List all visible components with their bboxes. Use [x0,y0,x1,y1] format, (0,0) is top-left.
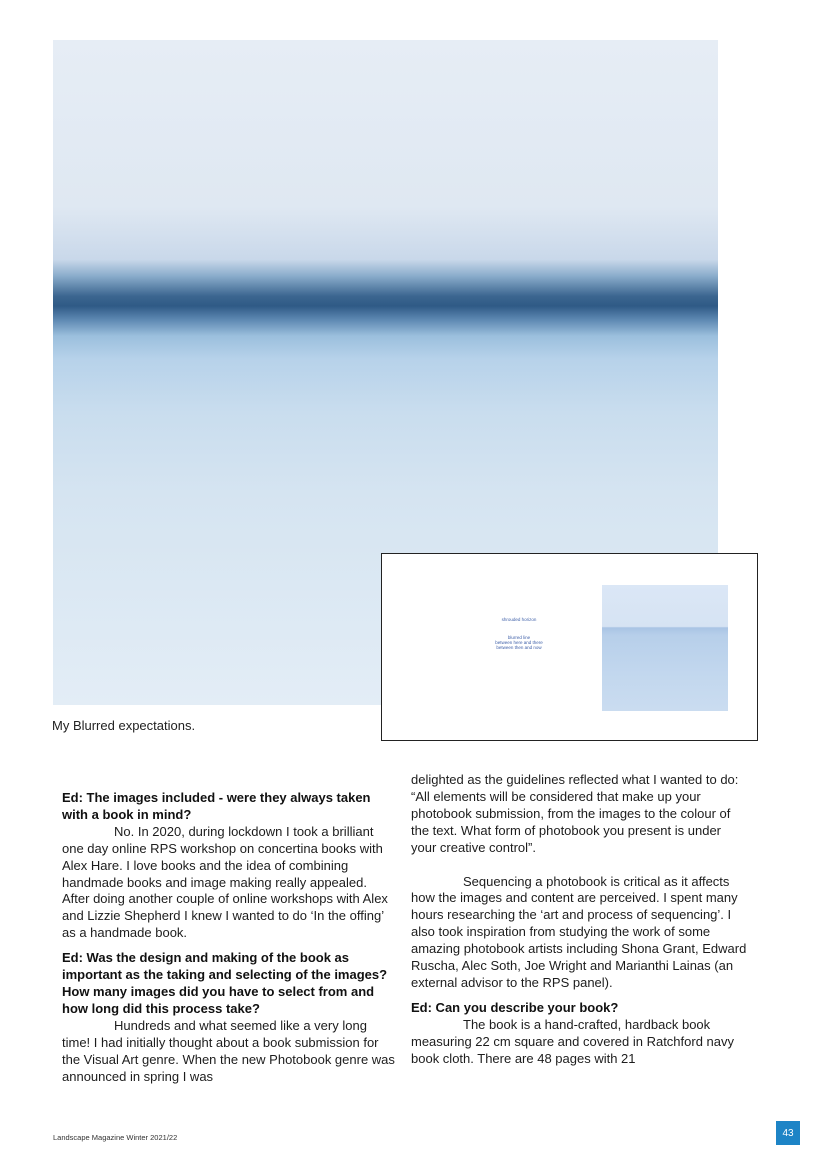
interview-question: Ed: The images included - were they always taken with a book in mind? [62,790,371,822]
interview-answer: Hundreds and what seemed like a very long time! I had initially thought about a book submission for the Visual Art genre. When the new Photobook genre was announced in spring I was [62,1017,395,1084]
spread-poem [482,617,556,650]
interview-question: Ed: Was the design and making of the book as important as the taking and selecting of the images? How many images did you have to select from and how long did this process take? [62,950,388,1016]
left-column [62,790,396,1085]
poem-title: shrouded horizon [501,617,537,622]
footer-publication: Landscape Magazine Winter 2021/22 [53,1133,178,1142]
interview-answer: Sequencing a photobook is critical as it affects how the images and content are perceived. I spent many hours researching the ‘art and process of sequencing’. I also took inspiration from studying the work of some amazing photobook artists including Shona Grant, Edward Ruscha, Alec Soth, Joe Wright and Marianthi Lainas (an external advisor to the RPS panel). [411,873,747,990]
poem-line: between then and now [496,645,542,650]
poem-line: blurred line [507,635,531,640]
poem-line: between here and there [495,640,543,645]
interview-answer: No. In 2020, during lockdown I took a brilliant one day online RPS workshop on concertina books with Alex Hare. I love books and the idea of combining handmade books and image making really appealed. After doing another couple of online workshops with Alex and Lizzie Shepherd I knew I wanted to do ‘In the offing’ as a handmade book. [62,823,388,941]
photo-caption: My Blurred expectations. [52,718,196,733]
interview-answer: delighted as the guidelines reflected what I wanted to do: “All elements will be considered that make up your photobook submission, from the images to the colour of the text. What form of photobook you present is under your creative control”. [411,772,739,855]
interview-answer: The book is a hand-crafted, hardback book measuring 22 cm square and covered in Ratchford navy book cloth. There are 48 pages with 21 [411,1016,735,1066]
interview-question: Ed: Can you describe your book? [411,999,619,1015]
page-number: 43 [776,1121,800,1145]
right-column [411,772,747,1068]
book-spread-inset [381,553,758,741]
spread-photo [602,585,728,711]
